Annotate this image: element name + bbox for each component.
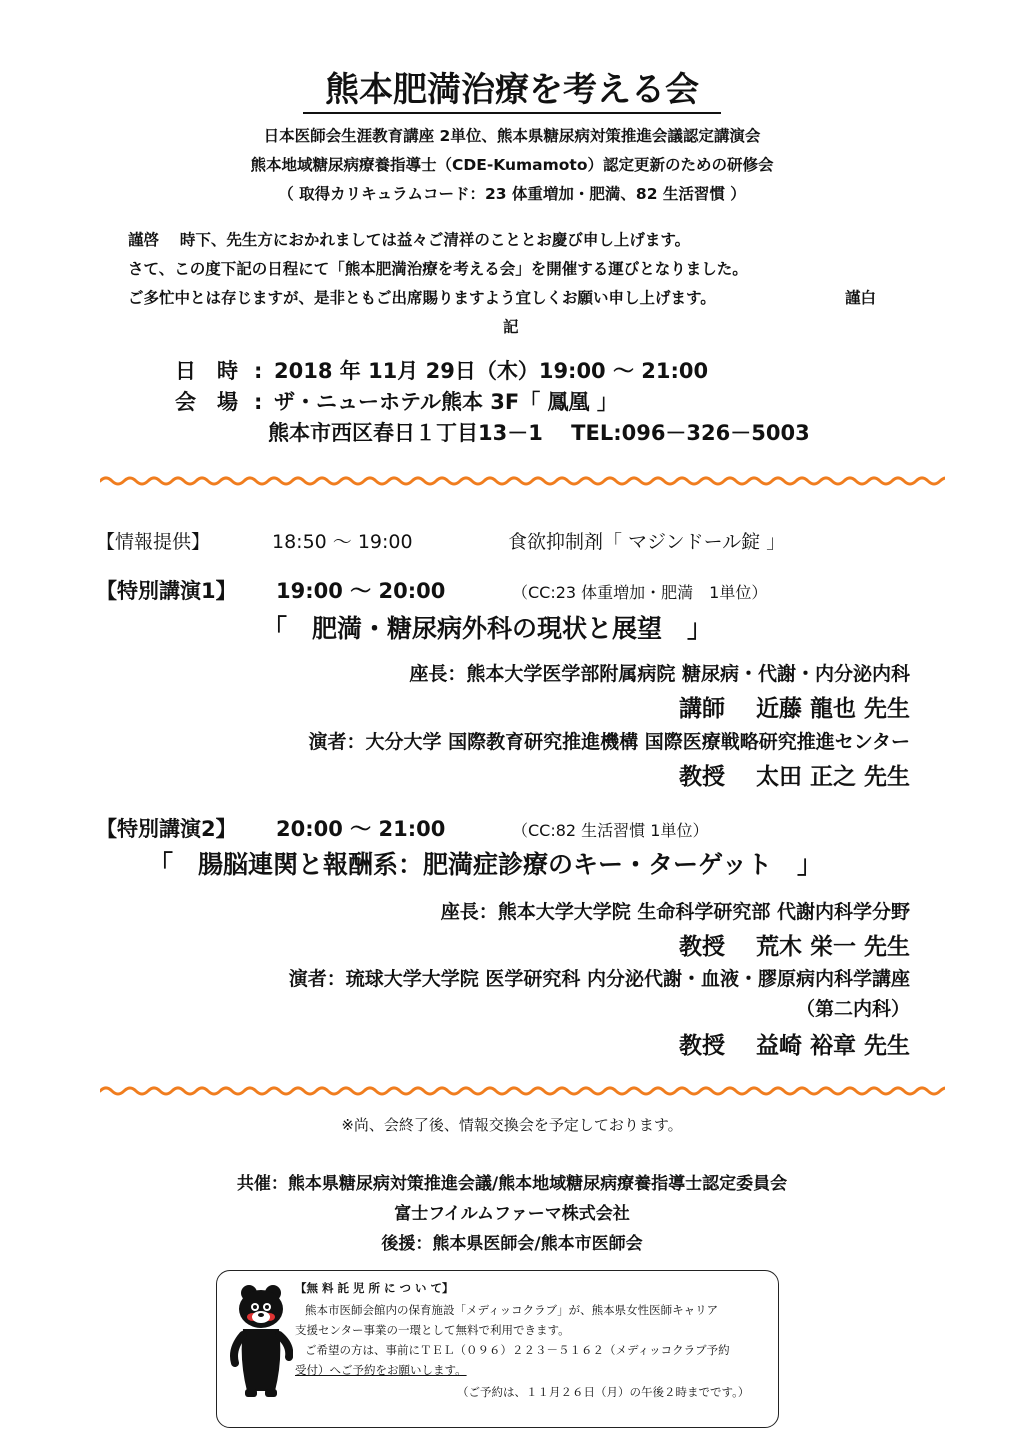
wave-divider (100, 1083, 945, 1099)
date-value: 2018 年 11月 29日（木）19:00 ～ 21:00 (274, 359, 709, 383)
after-party-note: ※尚、会終了後、情報交換会を予定しております。 (341, 1116, 683, 1134)
greeting-line-2: さて、この度下記の日程にて「熊本肥満治療を考える会」を開催する運びとなりました。 (128, 260, 748, 278)
date-label: 日 時 (175, 359, 238, 383)
subtitle-line-3: （ 取得カリキュラムコード：23 体重増加・肥満、82 生活習慣 ） (278, 185, 746, 203)
childcare-line-2: 支援センター事業の一環として無料で利用できます。 (295, 1323, 570, 1337)
info-session-content: 食欲抑制剤「 マジンドール錠 」 (508, 531, 786, 553)
subtitle-line-1: 日本医師会生涯教育講座 2単位、熊本県糖尿病対策推進会議認定講演会 (263, 127, 761, 145)
lecture2-time: 20:00 ～ 21:00 (276, 817, 446, 841)
bear-mascot-icon (229, 1279, 293, 1399)
lecture1-title: 「 肥満・糖尿病外科の現状と展望 」 (262, 614, 713, 643)
childcare-line-1: 熊本市医師会館内の保育施設「メディッコクラブ」が、熊本県女性医師キャリア (305, 1303, 719, 1317)
childcare-line-4: 受付）へご予約をお願いします。 (295, 1363, 467, 1377)
subtitle-line-2: 熊本地域糖尿病療養指導士（CDE-Kumamoto）認定更新のための研修会 (250, 156, 774, 174)
lecture2-speaker-affiliation-2: （第二内科） (795, 998, 910, 1020)
lecture1-label: 【特別講演1】 (96, 579, 237, 603)
childcare-heading: 【無 料 託 児 所 に つ い て】 (295, 1281, 454, 1295)
wave-divider (100, 473, 945, 489)
lecture2-speaker-affiliation: 演者：琉球大学大学院 医学研究科 内分泌代謝・血液・膠原病内科学講座 (288, 968, 910, 990)
company-line: 富士フイルムファーマ株式会社 (394, 1204, 630, 1224)
greeting-line-3: ご多忙中とは存じますが、是非ともご出席賜りますよう宜しくお願い申し上げます。 (128, 289, 716, 307)
childcare-info-box (216, 1270, 779, 1428)
lecture1-cc: （CC:23 体重増加・肥満 1単位） (512, 583, 768, 602)
cohost-line: 共催：熊本県糖尿病対策推進会議/熊本地域糖尿病療養指導士認定委員会 (236, 1174, 788, 1194)
lecture2-chair-affiliation: 座長：熊本大学大学院 生命科学研究部 代謝内科学分野 (440, 901, 910, 923)
lecture1-chair-name: 講師 近藤 龍也 先生 (678, 696, 910, 722)
lecture1-chair-affiliation: 座長：熊本大学医学部附属病院 糖尿病・代謝・内分泌内科 (409, 663, 910, 685)
lecture2-chair-name: 教授 荒木 栄一 先生 (678, 934, 910, 960)
lecture2-label: 【特別講演2】 (96, 817, 237, 841)
lecture2-speaker-name: 教授 益崎 裕章 先生 (678, 1033, 910, 1059)
greeting-closing: 謹白 (845, 289, 877, 307)
lecture1-speaker-affiliation: 演者：大分大学 国際教育研究推進機構 国際医療戦略研究推進センター (308, 731, 910, 753)
info-session-time: 18:50 ～ 19:00 (272, 531, 413, 553)
venue-colon: : (254, 390, 263, 414)
venue-address: 熊本市西区春日１丁目13－1 TEL:096－326－5003 (268, 421, 810, 445)
info-session-label: 【情報提供】 (96, 531, 211, 553)
venue-label: 会 場 (175, 390, 238, 414)
childcare-deadline: （ご予約は、１１月２６日（月）の午後２時までです。） (457, 1385, 750, 1399)
support-line: 後援：熊本県医師会/熊本市医師会 (381, 1234, 643, 1254)
lecture1-time: 19:00 ～ 20:00 (276, 579, 446, 603)
greeting-line-1: 謹啓 時下、先生方におかれましては益々ご清祥のこととお慶び申し上げます。 (128, 231, 691, 249)
ki-mark: 記 (503, 318, 519, 336)
venue-value: ザ・ニューホテル熊本 3F「 鳳凰 」 (274, 390, 618, 414)
childcare-line-3: ご希望の方は、事前にＴＥＬ（０９６）２２３－５１６２（メディッコクラブ予約 (305, 1343, 730, 1357)
lecture2-cc: （CC:82 生活習慣 1単位） (512, 821, 709, 840)
lecture2-title: 「 腸脳連関と報酬系：肥満症診療のキー・ターゲット 」 (148, 850, 823, 879)
lecture1-speaker-name: 教授 太田 正之 先生 (678, 764, 910, 790)
date-colon: : (254, 359, 263, 383)
page-title: 熊本肥満治療を考える会 (0, 68, 1024, 112)
